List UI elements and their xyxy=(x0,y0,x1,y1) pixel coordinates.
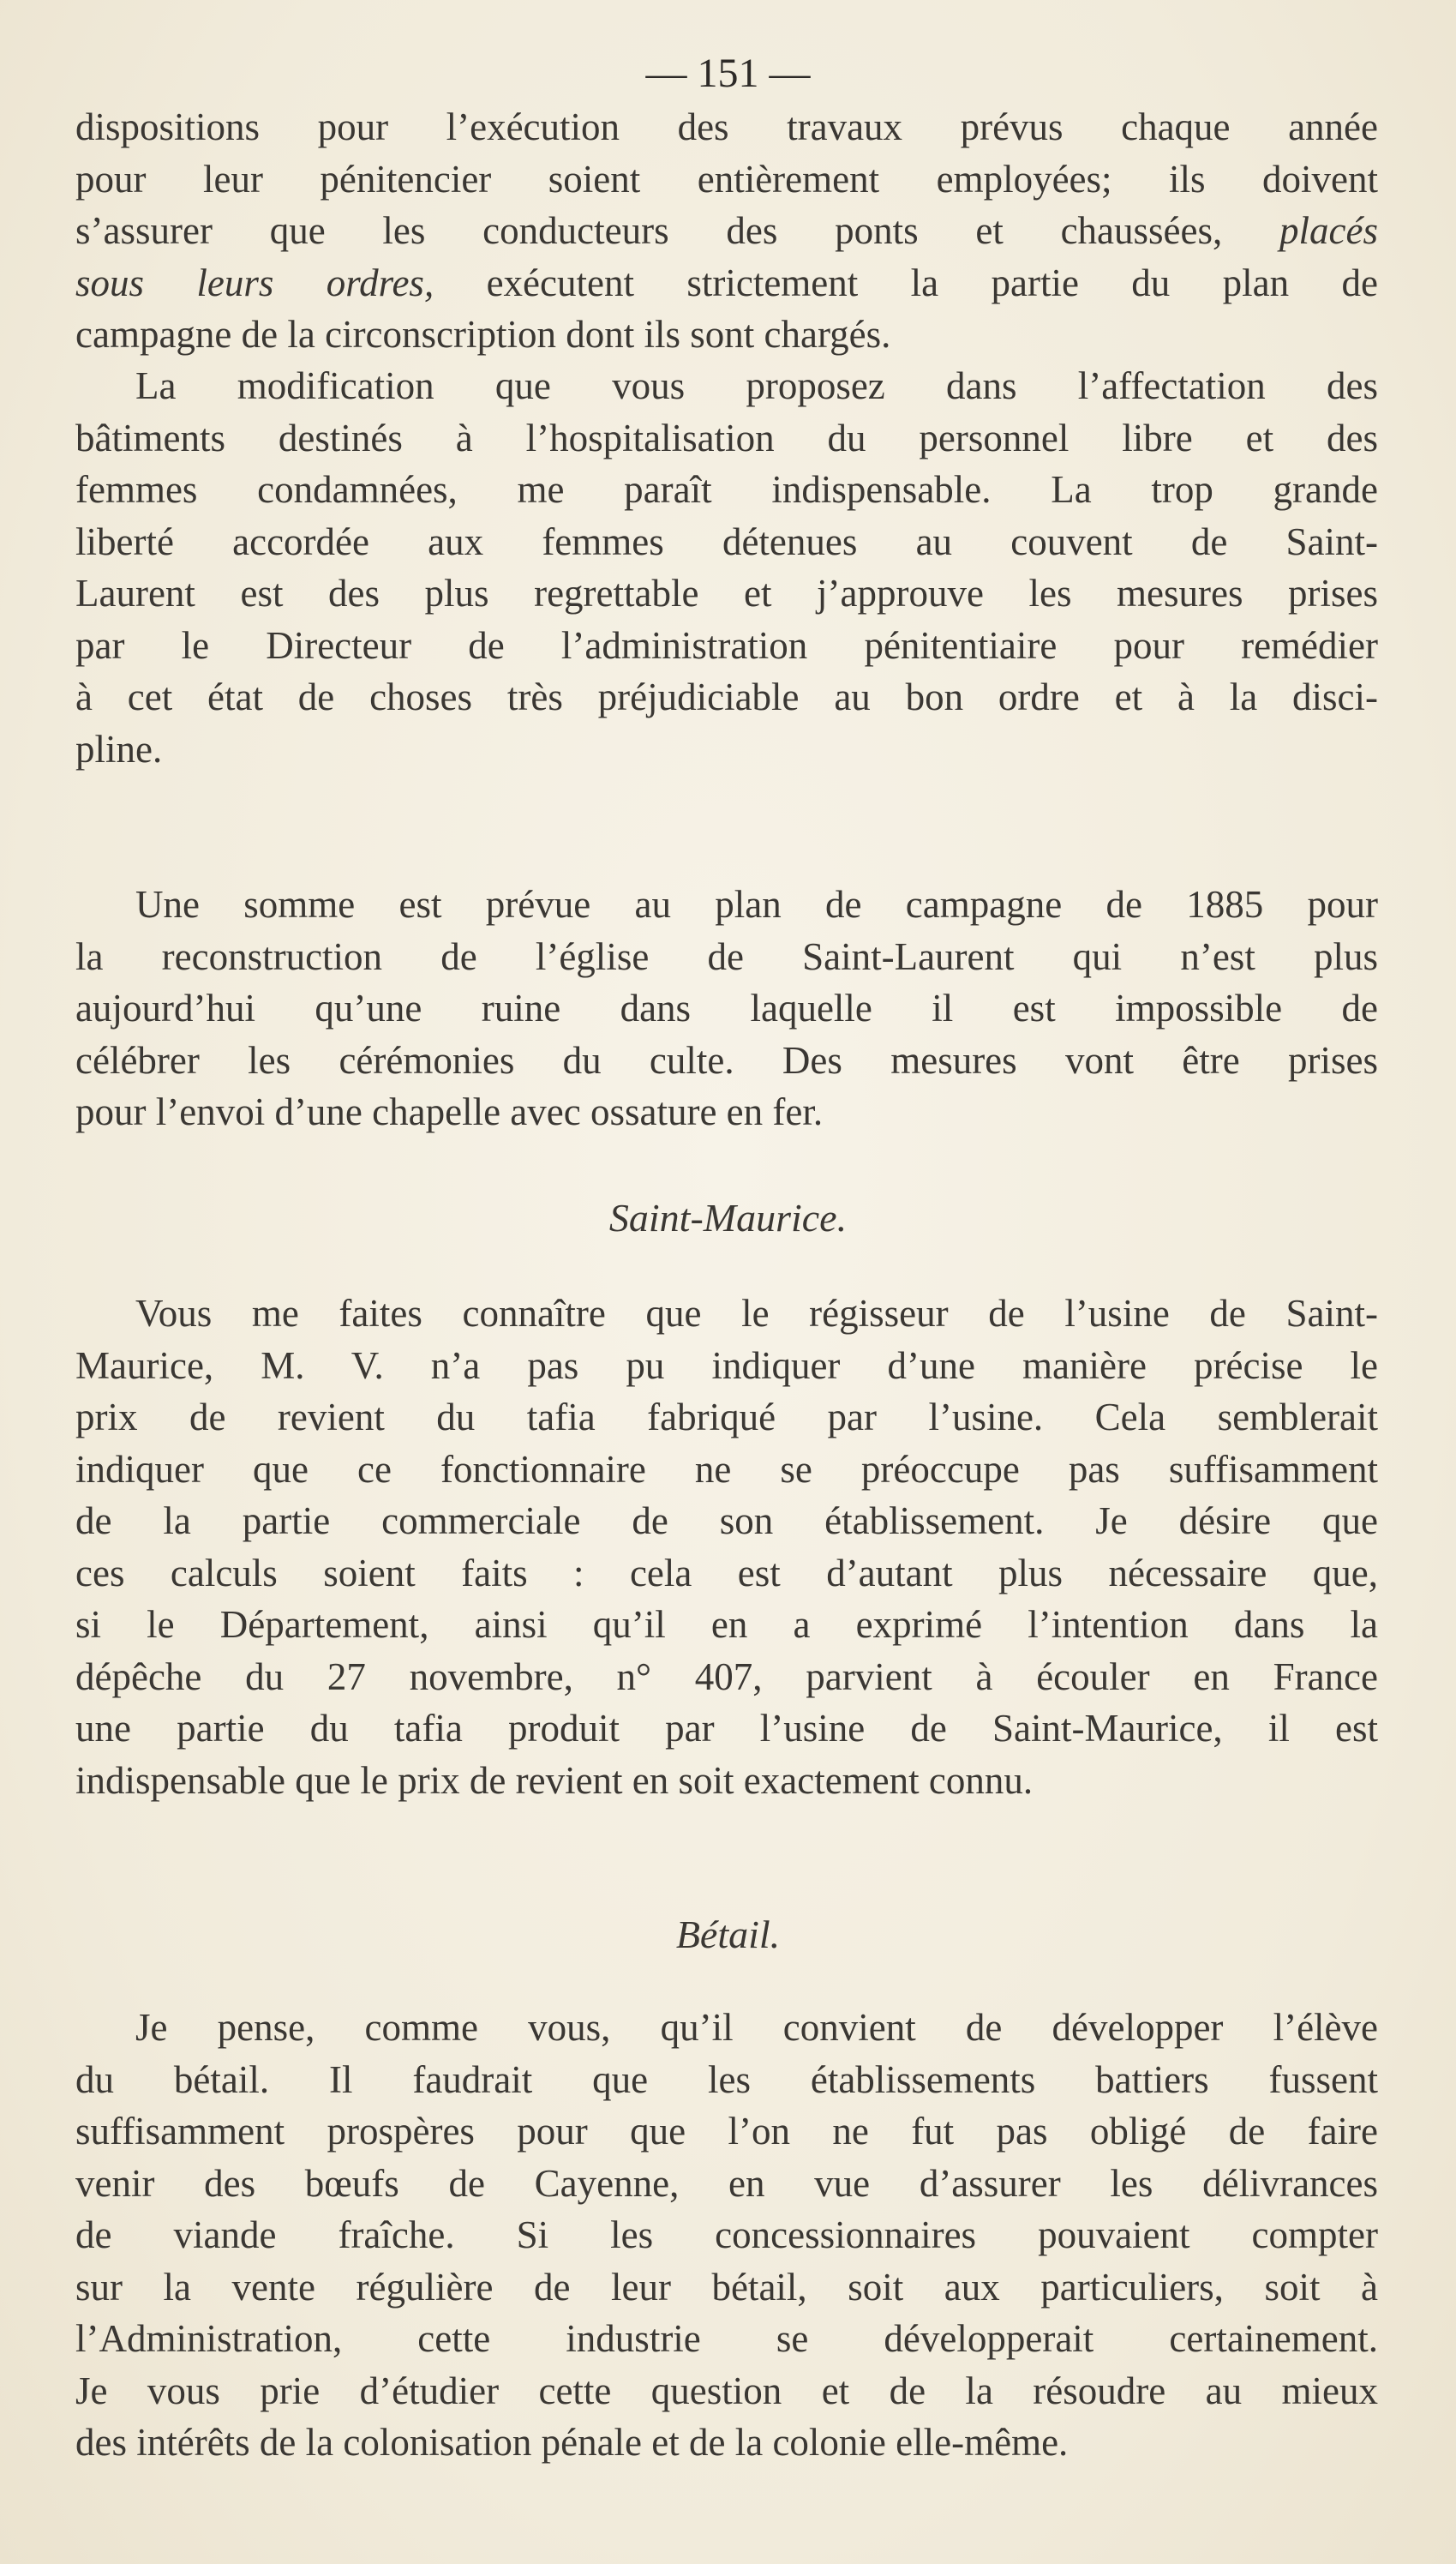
text-line: La modification que vous proposez dans l’affectation des xyxy=(135,364,1378,407)
text-line: dispositions pour l’exécution des travaux prévus chaque année xyxy=(75,105,1378,148)
text-line: indiquer que ce fonctionnaire ne se préoccupe pas suffisamment xyxy=(75,1447,1378,1491)
text-line: pline. xyxy=(75,727,163,771)
text-line: de la partie commerciale de son établissement. Je désire que xyxy=(75,1499,1378,1542)
text-line: la reconstruction de l’église de Saint-Laurent qui n’est plus xyxy=(75,934,1378,978)
paragraph-eglise xyxy=(75,879,1378,1138)
text-line: une partie du tafia produit par l’usine de Saint-Maurice, il est xyxy=(75,1707,1378,1750)
text-line: du bétail. Il faudrait que les établissements battiers fussent xyxy=(75,2057,1378,2101)
text-line: Vous me faites connaître que le régisseur de l’usine de Saint- xyxy=(135,1292,1378,1335)
text-line: venir des bœufs de Cayenne, en vue d’assurer les délivrances xyxy=(75,2161,1378,2205)
text-line: Laurent est des plus regrettable et j’approuve les mesures prises xyxy=(75,572,1378,615)
text-line: Je pense, comme vous, qu’il convient de développer l’élève xyxy=(135,2006,1378,2049)
text-segment: s’assurer que les conducteurs des ponts et chaussées, xyxy=(75,209,1223,252)
text-line: sur la vente régulière de leur bétail, soit aux particuliers, soit à xyxy=(75,2265,1378,2309)
text-line: indispensable que le prix de revient en soit exactement connu. xyxy=(75,1758,1034,1802)
text-line: pour l’envoi d’une chapelle avec ossature en fer. xyxy=(75,1090,824,1133)
text-line: ces calculs soient faits : cela est d’autant plus nécessaire que, xyxy=(75,1551,1378,1594)
section-heading-betail: Bétail. xyxy=(675,1912,781,1956)
text-line: femmes condamnées, me paraît indispensable. La trop grande xyxy=(75,468,1378,511)
text-line: des intérêts de la colonisation pénale et de la colonie elle-même. xyxy=(75,2421,1069,2464)
text-line: par le Directeur de l’administration pénitentiaire pour remédier xyxy=(75,623,1378,667)
page-number: — 151 — xyxy=(645,51,811,96)
text-line: pour leur pénitencier soient entièrement employées; ils doivent xyxy=(75,157,1378,201)
text-line xyxy=(75,205,1378,257)
text-line: à cet état de choses très préjudiciable au bon ordre et à la disci- xyxy=(75,676,1378,718)
text-line: prix de revient du tafia fabriqué par l’usine. Cela semblerait xyxy=(75,1396,1378,1438)
text-line: Une somme est prévue au plan de campagne de 1885 pour xyxy=(135,883,1378,926)
text-line: dépêche du 27 novembre, n° 407, parvient à écouler en France xyxy=(75,1654,1378,1698)
text-line: l’Administration, cette industrie se développerait certainement. xyxy=(75,2317,1378,2360)
text-line: si le Département, ainsi qu’il en a exprimé l’intention dans la xyxy=(75,1603,1378,1646)
section-heading-saint-maurice: Saint-Maurice. xyxy=(608,1196,848,1240)
text-line: liberté accordée aux femmes détenues au couvent de Saint- xyxy=(75,519,1378,563)
text-line: de viande fraîche. Si les concessionnaires pouvaient compter xyxy=(75,2213,1378,2256)
paragraph-hospitalisation xyxy=(75,360,1378,775)
text-segment: exécutent strictement la partie du plan de xyxy=(486,261,1379,304)
emphasis-text: sous leurs ordres, xyxy=(75,261,434,304)
paragraph-betail xyxy=(75,2002,1378,2469)
text-line: Maurice, M. V. n’a pas pu indiquer d’une manière précise le xyxy=(75,1343,1378,1387)
text-line: aujourd’hui qu’une ruine dans laquelle il est impossible de xyxy=(75,987,1378,1030)
text-line: suffisamment prospères pour que l’on ne fut pas obligé de faire xyxy=(75,2110,1378,2153)
emphasis-text: placés xyxy=(1279,209,1378,252)
paragraph-travaux xyxy=(75,101,1378,361)
paragraph-usine xyxy=(75,1288,1378,1806)
text-line: bâtiments destinés à l’hospitalisation du personnel libre et des xyxy=(75,416,1378,459)
text-line xyxy=(75,257,1378,309)
text-line: campagne de la circonscription dont ils sont chargés. xyxy=(75,313,891,356)
text-line: Je vous prie d’étudier cette question et de la résoudre au mieux xyxy=(75,2369,1378,2412)
text-line: célébrer les cérémonies du culte. Des mesures vont être prises xyxy=(75,1038,1378,1082)
